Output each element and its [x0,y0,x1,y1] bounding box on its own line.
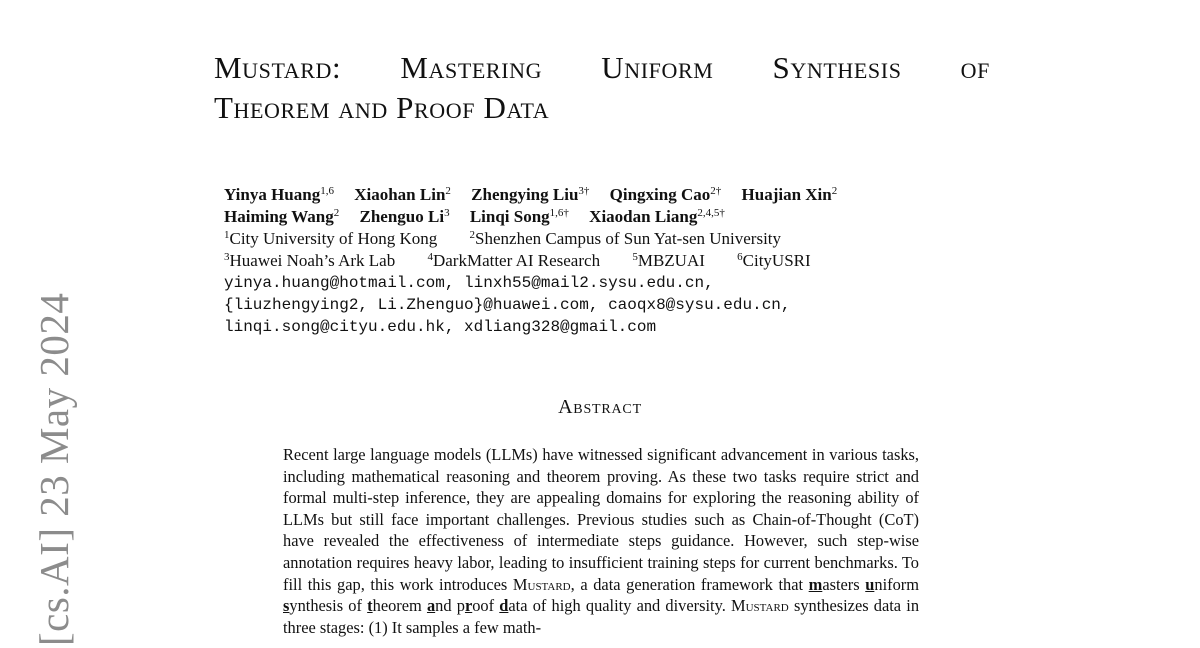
author: Zhengying Liu$^{3\dagger}$ [471,185,590,204]
author: Huajian Xin$^2$ [741,185,838,204]
author: Qingxing Cao$^{2\dagger}$ [609,185,722,204]
arxiv-side-label: [cs.AI] 23 May 2024 [31,292,77,646]
email-line: linqi.song@cityu.edu.hk, xdliang328@gmail.com [224,318,657,336]
author: Haiming Wang$^2$ [224,207,340,226]
abstract-heading: Abstract [558,396,642,418]
author-block [224,184,944,338]
author: Yinya Huang$^{1,6}$ [224,185,334,204]
author: Xiaodan Liang$^{2,4,5\dagger}$ [589,207,725,226]
affiliation: $^3$Huawei Noah’s Ark Lab [224,251,396,270]
title-line-2: Theorem and Proof Data [214,90,550,125]
affiliation: $^6$CityUSRI [737,251,811,270]
affiliation-row [224,228,944,250]
affiliation: $^1$City University of Hong Kong [224,229,438,248]
title-line-1: Mustard: Mastering Uniform Synthesis of [214,50,990,85]
framework-name: Mustard [731,596,789,616]
author: Linqi Song$^{1,6\dagger}$ [469,207,569,226]
abstract-body: Recent large language models (LLMs) have witnessed significant advancement in various tasks, including mathematical reasoning and theorem proving. As these two tasks require strict and formal multi-step inference, they are appealing domains for exploring the reasoning ability of LLMs but still face important challenges. Previous studies such as Chain-of-Thought (CoT) have revealed the effectiveness of intermediate steps guidance. However, such step-wise annotation requires heavy labor, leading to insufficient training steps for current benchmarks. To fill this gap, this work introduces Mustard, a data generation framework that masters uniform synthesis of theorem and proof data of high quality and diversity. Mustard synthesizes data in three stages: (1) It samples a few math- [283,445,920,637]
email-line: {liuzhengying2, Li.Zhenguo}@huawei.com, caoqx8@sysu.edu.cn, [224,296,791,314]
affiliation: $^2$Shenzhen Campus of Sun Yat-sen University [469,229,782,248]
email-line: yinya.huang@hotmail.com, linxh55@mail2.sysu.edu.cn, [224,274,714,292]
affiliation: $^5$MBZUAI [632,251,705,270]
framework-name: Mustard [512,574,571,594]
affiliation-row [224,250,944,272]
author-row [224,184,944,206]
author: Zhenguo Li$^3$ [359,207,450,226]
affiliation: $^4$DarkMatter AI Research [427,251,601,270]
author-row [224,206,944,228]
paper-title [214,48,990,128]
author: Xiaohan Lin$^2$ [354,185,451,204]
